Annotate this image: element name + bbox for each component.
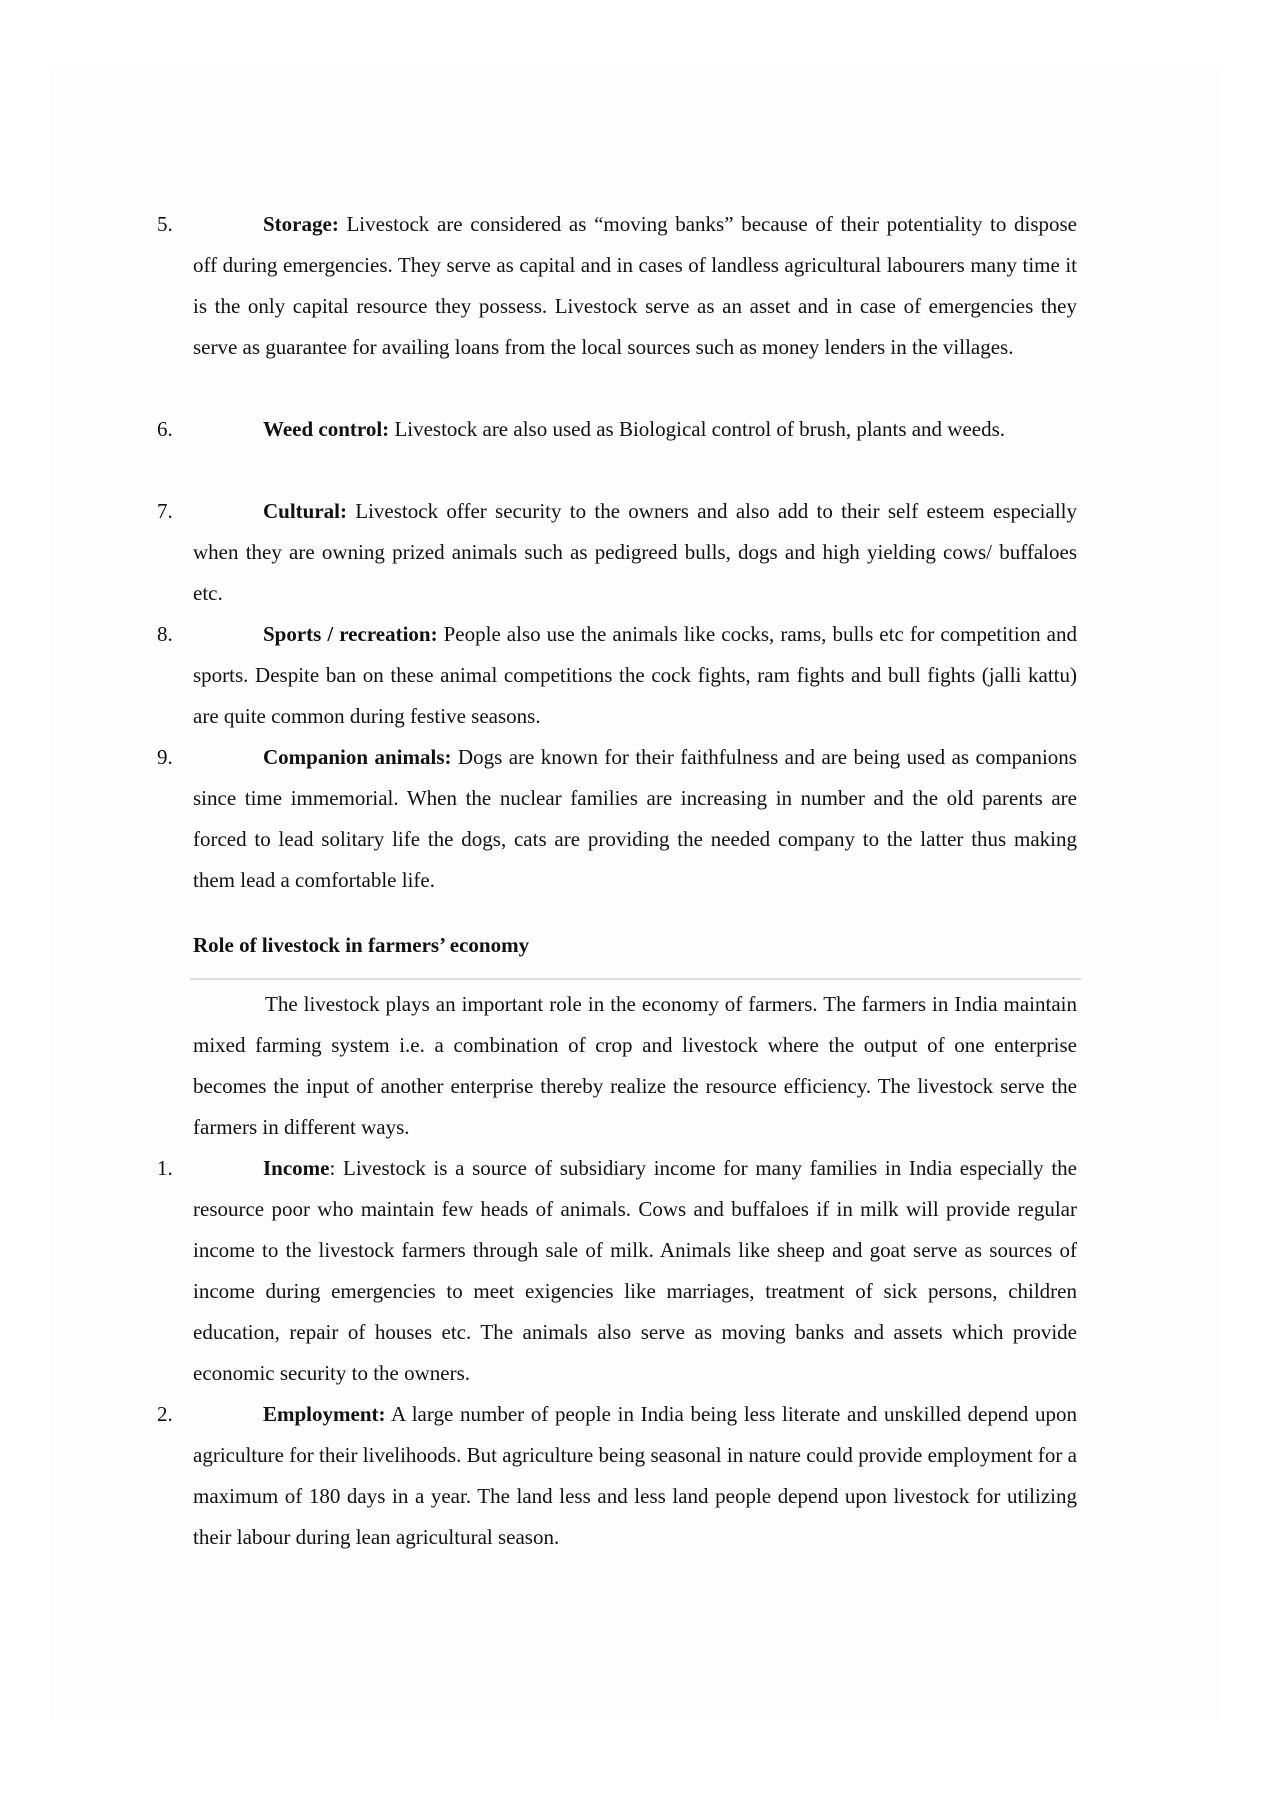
list-item-text: Livestock are also used as Biological control of brush, plants and weeds. [389, 417, 1006, 441]
list-item-number: 9. [157, 745, 173, 769]
list-item-text: Livestock are considered as “moving banks” because of their potentiality to dispose off during emergencies. They serve as capital and in cases of landless agricultural labourers many time it is the only capital resource they possess. Livestock serve as an asset and in case of emergencies they serve as guarantee for availing loans from the local sources such as money lenders in the villages. [193, 212, 1077, 359]
list-item-number: 6. [157, 417, 173, 441]
list-item-body [193, 409, 1077, 450]
list-item-body [193, 1394, 1077, 1558]
list-item-cultural [157, 491, 1077, 614]
list-item-storage [157, 204, 1077, 368]
list-item-text: Livestock offer security to the owners and also add to their self esteem especially when they are owning prized animals such as pedigreed bulls, dogs and high yielding cows/ buffaloes etc. [193, 499, 1077, 605]
list-item-text: A large number of people in India being less literate and unskilled depend upon agriculture for their livelihoods. But agriculture being seasonal in nature could provide employment for a maximum of 180 days in a year. The land less and less land people depend upon livestock for utilizing their labour during lean agricultural season. [193, 1402, 1077, 1549]
list-item-number: 8. [157, 622, 173, 646]
list-item-number: 7. [157, 499, 173, 523]
list-item-body [193, 491, 1077, 614]
list-item-body [193, 1148, 1077, 1394]
list-item-number: 1. [157, 1156, 173, 1180]
list-item-term: Weed control: [263, 417, 390, 441]
list-item-number: 5. [157, 212, 173, 236]
list-item-body [193, 614, 1077, 737]
list-item-body [193, 204, 1077, 368]
list-item-number: 2. [157, 1402, 173, 1426]
list-item-term: Sports / recreation: [263, 622, 438, 646]
list-item-weed-control [157, 409, 1077, 450]
section-heading: Role of livestock in farmers’ economy [193, 933, 530, 957]
list-item-term: Companion animals: [263, 745, 452, 769]
list-item-text: : Livestock is a source of subsidiary income for many families in India especially the resource poor who maintain few heads of animals. Cows and buffaloes if in milk will provide regular income to the livestock farmers through sale of milk. Animals like sheep and goat serve as sources of income during emergencies to meet exigencies like marriages, treatment of sick persons, children education, repair of houses etc. The animals also serve as moving banks and assets which provide economic security to the owners. [193, 1156, 1077, 1385]
list-item-term: Storage: [263, 212, 339, 236]
list-item-term: Employment: [263, 1402, 386, 1426]
list-item-body [193, 737, 1077, 901]
list-item-text: Dogs are known for their faithfulness and are being used as companions since time immemorial. When the nuclear families are increasing in number and the old parents are forced to lead solitary life the dogs, cats are providing the needed company to the latter thus making them lead a comfortable life. [193, 745, 1077, 892]
list-item-companion-animals [157, 737, 1077, 901]
list-item-employment [157, 1394, 1077, 1558]
list-item-term: Income [263, 1156, 330, 1180]
intro-paragraph: The livestock plays an important role in the economy of farmers. The farmers in India maintain mixed farming system i.e. a combination of crop and livestock where the output of one enterprise becomes the input of another enterprise thereby realize the resource efficiency. The livestock serve the farmers in different ways. [193, 992, 1077, 1139]
list-item-income [157, 1148, 1077, 1394]
horizontal-divider [190, 978, 1081, 980]
list-item-sports-recreation [157, 614, 1077, 737]
list-item-text: People also use the animals like cocks, rams, bulls etc for competition and sports. Despite ban on these animal competitions the cock fights, ram fights and bull fights (jalli kattu) are quite common during festive seasons. [193, 622, 1077, 728]
list-item-term: Cultural: [263, 499, 347, 523]
